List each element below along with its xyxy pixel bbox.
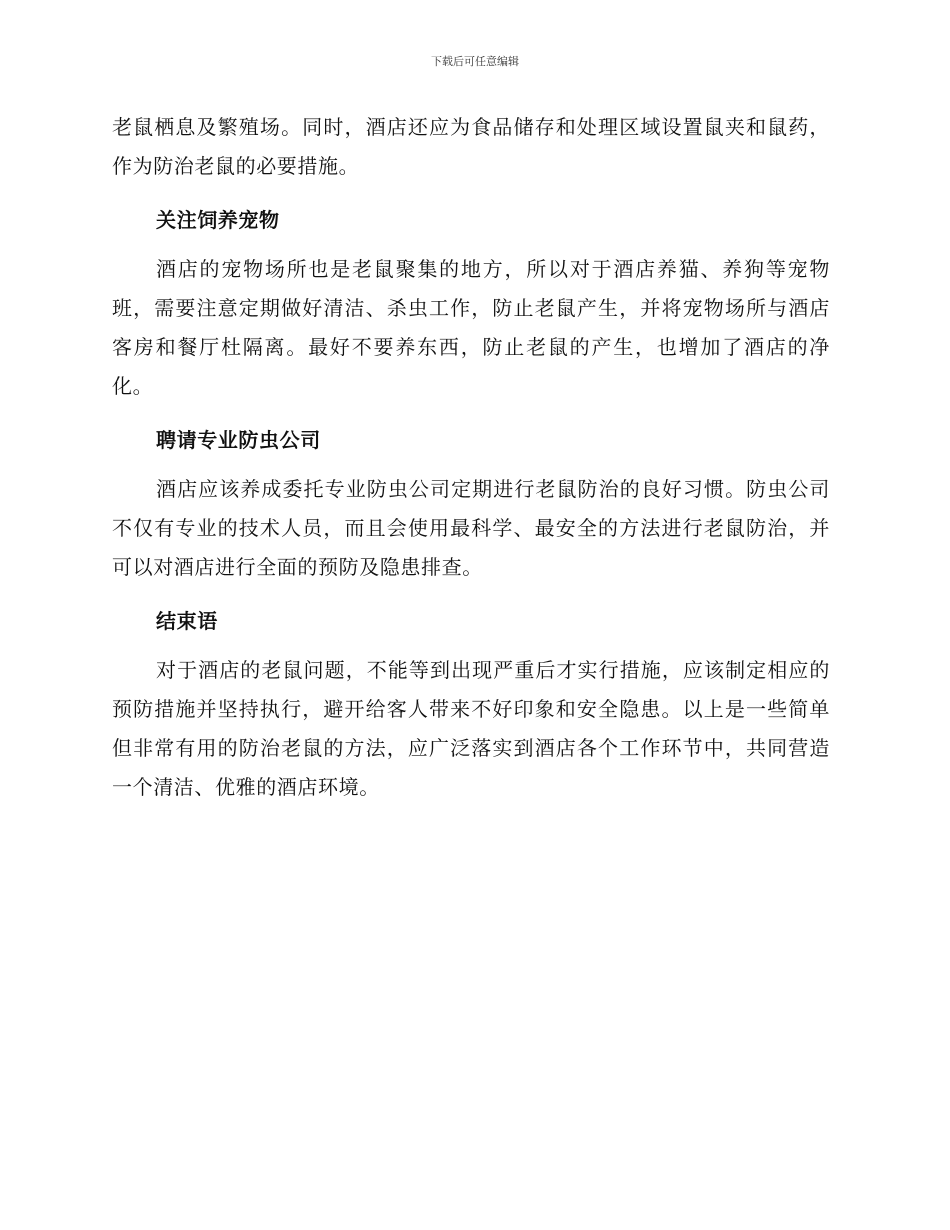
- spacer: [112, 406, 830, 426]
- paragraph-professional: 酒店应该养成委托专业防虫公司定期进行老鼠防治的良好习惯。防虫公司不仅有专业的技术人员，而且会使用最科学、最安全的方法进行老鼠防治，并可以对酒店进行全面的预防及隐患排查。: [112, 477, 830, 579]
- heading-pets: 关注饲养宠物: [156, 208, 280, 232]
- spacer: [112, 454, 830, 470]
- page-header: 下载后可任意编辑: [431, 55, 519, 68]
- spacer: [112, 186, 830, 206]
- paragraph-intro-tail: 老鼠栖息及繁殖场。同时，酒店还应为食品储存和处理区域设置鼠夹和鼠药，作为防治老鼠的必要措施。: [112, 115, 830, 178]
- document-body: [112, 108, 830, 807]
- paragraph-pets: 酒店的宠物场所也是老鼠聚集的地方，所以对于酒店养猫、养狗等宠物班，需要注意定期做好清洁、杀虫工作，防止老鼠产生，并将宠物场所与酒店客房和餐厅杜隔离。最好不要养东西，防止老鼠的产生，也增加了酒店的净化。: [112, 257, 830, 398]
- spacer: [112, 234, 830, 250]
- heading-conclusion: 结束语: [156, 609, 218, 633]
- paragraph-conclusion: 对于酒店的老鼠问题，不能等到出现严重后才实行措施，应该制定相应的预防措施并坚持执行，避开给客人带来不好印象和安全隐患。以上是一些简单但非常有用的防治老鼠的方法，应广泛落实到酒店各个工作环节中，共同营造一个清洁、优雅的酒店环境。: [112, 658, 830, 799]
- spacer: [112, 635, 830, 651]
- spacer: [112, 587, 830, 607]
- heading-professional: 聘请专业防虫公司: [156, 428, 321, 452]
